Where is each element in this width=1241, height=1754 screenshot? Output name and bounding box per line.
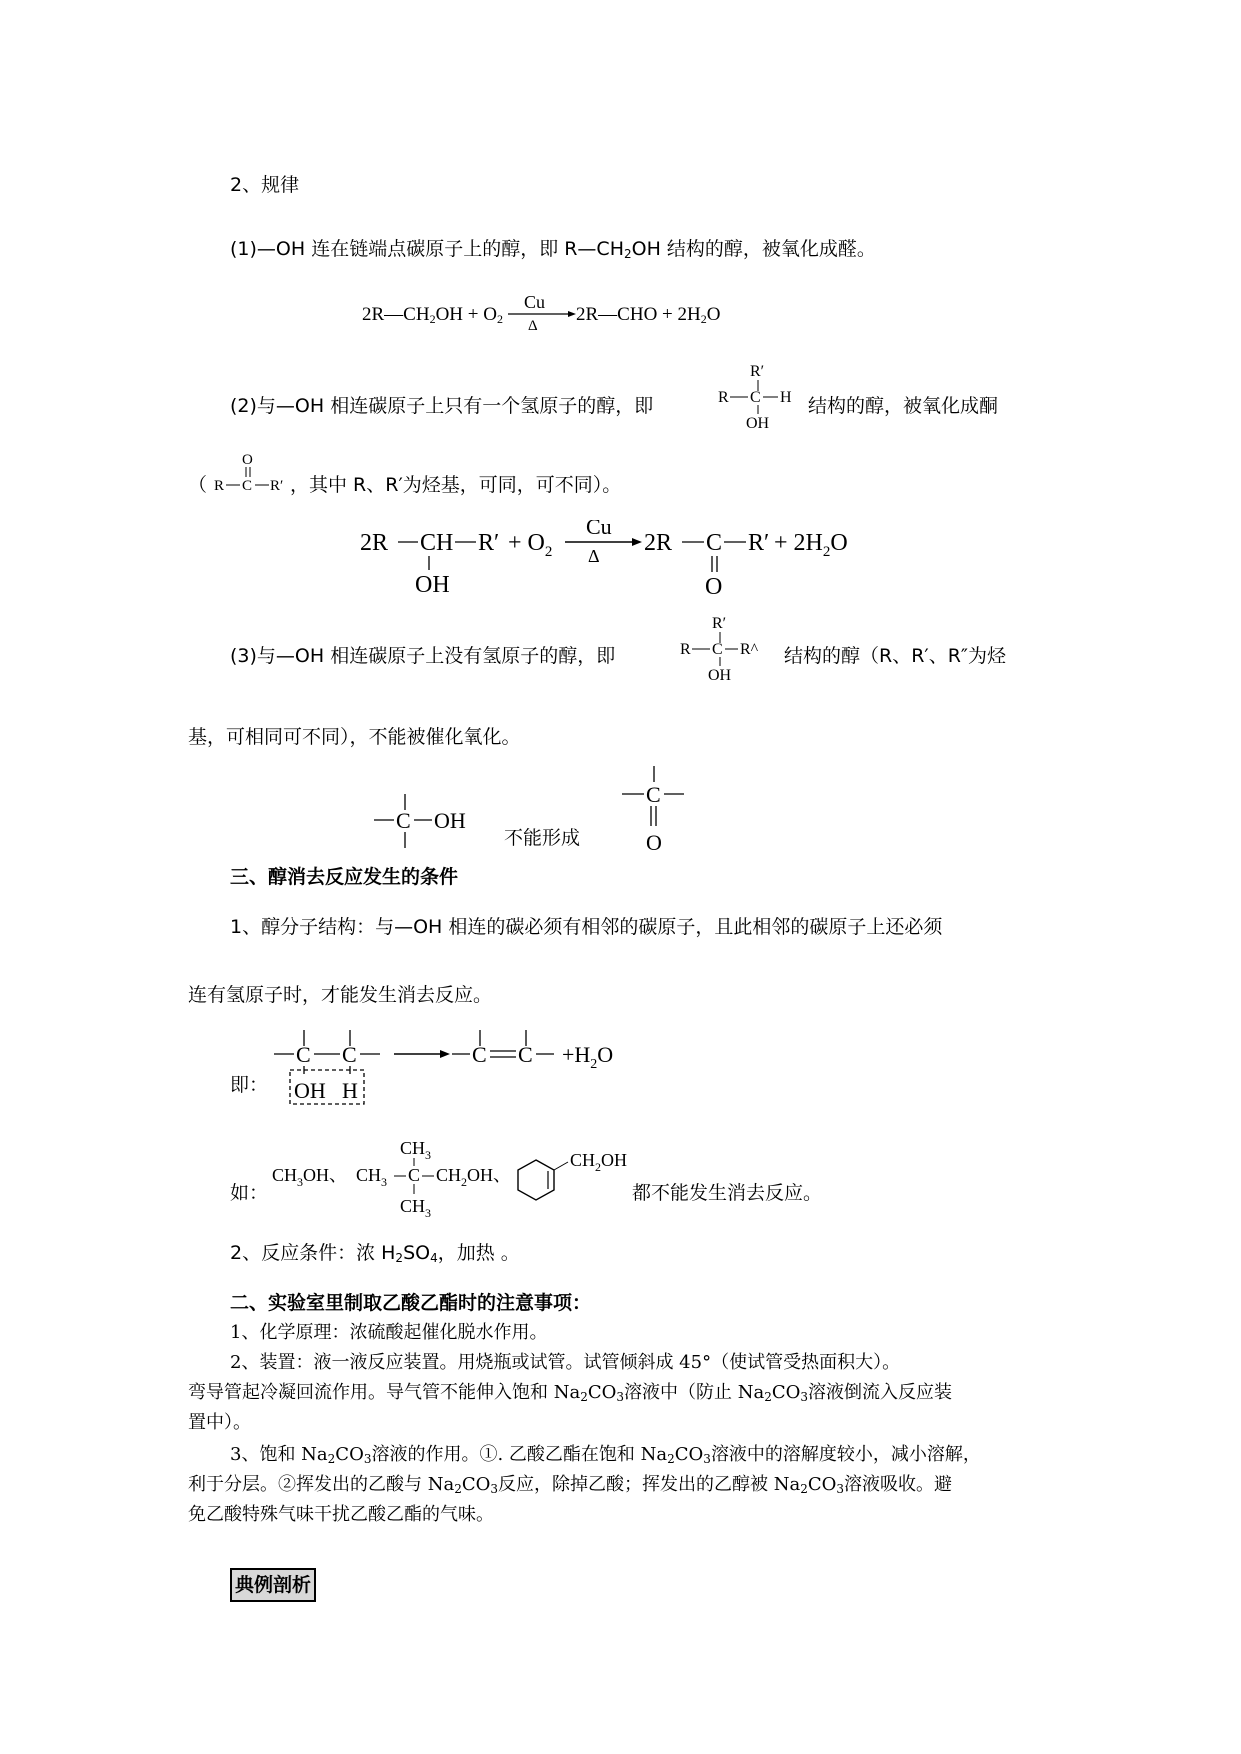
svg-text:C: C [296,1042,311,1067]
elimination-rule-1-line1: 1、醇分子结构：与—OH 相连的碳必须有相邻的碳原子，且此相邻的碳原子上还必须 [230,916,943,938]
ester-item-3-line1: 3、饱和 $Na_2CO_3$溶液的作用。①. 乙酸乙酯在饱和 $Na_2CO_3$溶液中的溶解度较小，减小溶解， [230,1444,981,1466]
svg-text:OH: OH [434,808,466,833]
examples-suffix: 都不能发生消去反应。 [632,1182,823,1204]
svg-text:R: R [214,478,225,494]
svg-text:R: R [718,389,729,406]
ester-item-2-line2: 弯导管起冷凝回流作用。导气管不能伸入饱和 $Na_2CO_3$溶液中（防止 $Na_2CO_3$溶液倒流入反应装 [188,1382,953,1404]
examples-label: 如： [230,1182,269,1204]
svg-text:+ O2: + $O_2$ [508,530,553,560]
svg-text:CH: CH [420,530,454,556]
ester-item-3-line3: 免乙酸特殊气味干扰乙酸乙酯的气味。 [188,1504,494,1525]
svg-text:OH: OH [746,415,770,430]
svg-text:CH2OH: $CH_2OH$ [570,1150,628,1174]
svg-text:R^: R^ [740,641,758,658]
svg-text:C: C [750,389,761,406]
elimination-rule-2: 2、反应条件：浓 $H_2SO_4$，加热 。 [230,1242,520,1265]
svg-text:C: C [408,1165,421,1185]
svg-text:C: C [342,1042,357,1067]
svg-text:R′: R′ [478,530,500,556]
rule-2-text: (2)与—OH 相连碳原子上只有一个氢原子的醇，即 [230,395,654,417]
rule-2-suffix: 结构的醇，被氧化成酮 [808,395,999,417]
ester-item-3-line2: 利于分层。②挥发出的乙酸与 $Na_2CO_3$反应，除掉乙酸；挥发出的乙醇被 $Na_2CO_3$溶液吸收。避 [188,1474,953,1496]
examples-structures [270,1136,632,1222]
section-3-heading: 三、醇消去反应发生的条件 [230,866,459,888]
tertiary-alcohol-structure [678,612,758,684]
svg-text:H: H [780,389,792,406]
rule-1-text: (1)—OH 连在链端点碳原子上的醇，即 $R—CH_2OH$ 结构的醇，被氧化成醛。 [230,238,876,261]
svg-text:CH3: $CH_3$ [400,1196,432,1220]
equation-1-arrow [506,292,576,332]
svg-text:R′: R′ [748,530,770,556]
ester-item-2-line3: 置中）。 [188,1412,251,1433]
rule-3-suffix: 结构的醇（R、R′、R″为烃 [784,645,1007,667]
carbonyl-structure [618,762,688,858]
svg-text:H: H [342,1078,358,1103]
section-2-heading: 2、规律 [230,174,300,196]
svg-text:O: O [242,452,253,468]
svg-text:Cu: Cu [586,520,612,539]
elimination-equation [268,1024,628,1124]
svg-text:+H2O: $+H_2O$ [562,1042,614,1072]
ester-section-heading: 二、实验室里制取乙酸乙酯时的注意事项： [230,1292,592,1314]
svg-text:R: R [680,641,691,658]
svg-text:CH3: $CH_3$ [400,1138,432,1162]
rule-2-line2: ，其中 R、R′为烃基，可同，可不同）。 [290,474,622,496]
secondary-alcohol-structure [716,360,796,430]
rule-2-open-paren: （ [188,474,208,496]
svg-text:O: O [705,574,723,600]
svg-text:C: C [242,478,253,494]
svg-text:R′: R′ [750,363,765,380]
equation-1-product: 2R—CHO + $2H_2O$ [576,304,721,326]
svg-text:C: C [472,1042,487,1067]
equation-1: $2R—CH_2OH + O_2$ [362,304,503,326]
svg-text:C: C [646,782,661,807]
svg-text:2R: 2R [360,530,389,556]
svg-text:+ 2H2O: + $2H_2O$ [774,530,848,560]
svg-text:OH: OH [294,1078,326,1103]
ester-item-2-line1: 2、装置：液一液反应装置。用烧瓶或试管。试管倾斜成 45°（使试管受热面积大）。 [230,1352,901,1373]
svg-text:C: C [396,808,411,833]
ester-item-1: 1、化学原理：浓硫酸起催化脱水作用。 [230,1322,548,1343]
svg-text:R′: R′ [270,478,284,494]
elimination-equation-label: 即： [230,1074,269,1096]
svg-text:CH3: $CH_3$ [356,1165,388,1189]
svg-text:Δ: Δ [588,546,600,566]
rule-3-text: (3)与—OH 相连碳原子上没有氢原子的醇，即 [230,645,616,667]
svg-text:C: C [518,1042,533,1067]
example-analysis-label: 典例剖析 [230,1568,316,1602]
svg-text:C: C [712,641,723,658]
catalyst-label: Cu [524,292,546,312]
rule-3-line2: 基，可相同可不同），不能被催化氧化。 [188,726,521,748]
tertiary-carbon-oh [370,788,480,858]
heat-label: Δ [528,318,538,332]
svg-text:OH: OH [415,572,450,598]
svg-text:R′: R′ [712,615,727,632]
svg-text:CH2OH、: $CH_2OH$、 [436,1165,512,1189]
elimination-rule-1-line2: 连有氢原子时，才能发生消去反应。 [188,984,493,1006]
ketone-small-structure [212,450,292,500]
svg-text:O: O [646,830,662,855]
svg-text:OH: OH [708,667,732,684]
svg-text:C: C [706,530,723,556]
equation-2 [360,520,860,600]
svg-text:CH3OH、: $CH_3OH$、 [272,1165,348,1189]
svg-text:2R: 2R [644,530,673,556]
cannot-form-text: 不能形成 [504,827,581,849]
